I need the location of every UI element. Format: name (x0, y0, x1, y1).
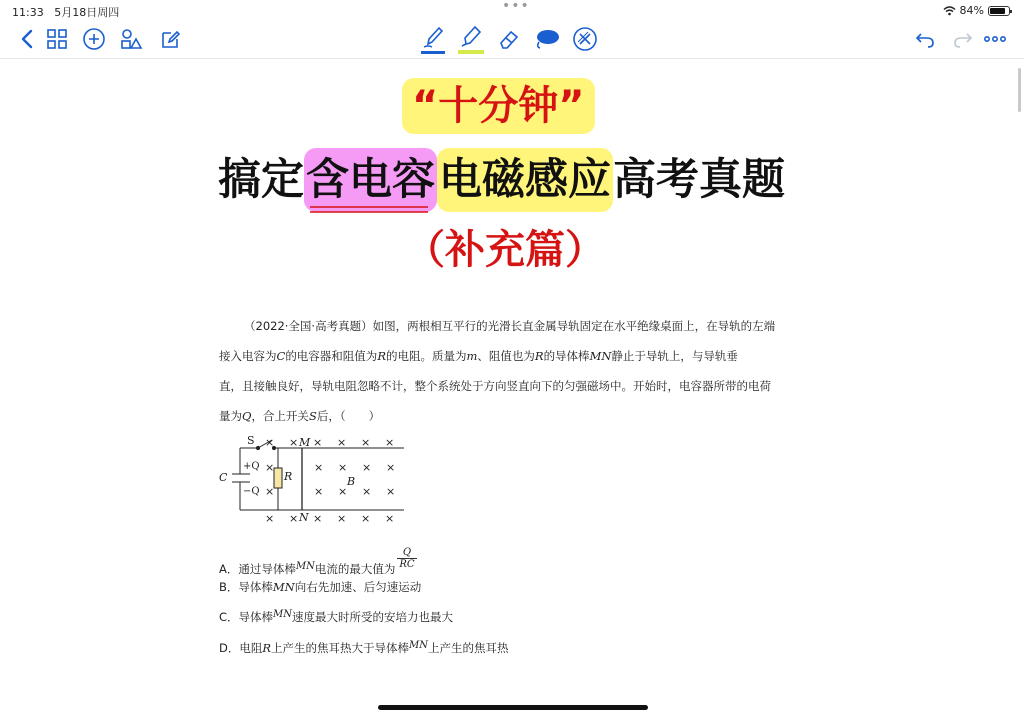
circuit-diagram (218, 434, 408, 526)
question-line-4: 量为Q，合上开关S后，（ ） (219, 409, 381, 423)
label-M: M (299, 436, 311, 449)
pen-icon[interactable] (418, 22, 448, 56)
field-cross-mark: × (265, 512, 275, 525)
question-line-1: （2022·全国·高考真题）如图，两根相互平行的光滑长直金属导轨固定在水平绝缘桌面上，在导轨的左端 (244, 319, 776, 333)
option-B[interactable]: B．导体棒MN向右先加速、后匀速运动 (219, 580, 422, 594)
title-part-2-highlighted: 含电容 (304, 148, 437, 212)
eraser-icon[interactable] (494, 22, 524, 56)
field-cross-mark: × (265, 485, 275, 498)
field-cross-mark: × (313, 436, 323, 449)
battery-percent: 84% (959, 4, 984, 17)
field-cross-mark: × (337, 436, 347, 449)
field-cross-mark: × (386, 461, 396, 474)
home-indicator[interactable] (378, 705, 648, 710)
field-cross-mark: × (338, 461, 348, 474)
toolbar (0, 22, 1024, 58)
scroll-indicator[interactable] (1018, 68, 1021, 112)
status-right (943, 4, 1010, 17)
field-cross-mark: × (314, 485, 324, 498)
field-cross-mark: × (265, 461, 275, 474)
wifi-icon (943, 6, 956, 16)
field-cross-mark: × (361, 436, 371, 449)
field-cross-mark: × (362, 485, 372, 498)
edit-icon[interactable] (155, 22, 185, 56)
option-D[interactable]: D．电阻R上产生的焦耳热大于导体棒MN上产生的焦耳热 (219, 640, 509, 655)
field-cross-mark: × (337, 512, 347, 525)
close-circle-icon[interactable] (570, 22, 600, 56)
title-part-4: 高考真题 (613, 155, 785, 205)
field-cross-mark: × (289, 436, 299, 449)
label-N: N (299, 511, 309, 524)
option-A[interactable]: A．通过导体棒MN电流的最大值为 $\frac{Q}{RC}$ (219, 547, 415, 576)
label-B: B (347, 475, 356, 488)
battery-icon (988, 6, 1010, 16)
field-cross-mark: × (385, 436, 395, 449)
label-C: C (219, 471, 228, 484)
field-cross-mark: × (385, 512, 395, 525)
multitask-dots[interactable]: ••• (502, 0, 530, 14)
field-cross-mark: × (338, 485, 348, 498)
option-C[interactable]: C．导体棒MN速度最大时所受的安培力也最大 (219, 609, 454, 624)
label-switch-S: S (247, 434, 255, 447)
field-cross-mark: × (362, 461, 372, 474)
status-date: 5月18日周四 (54, 6, 120, 19)
status-time: 11:33 5月18日周四 (12, 6, 120, 19)
field-cross-mark: × (289, 512, 299, 525)
question-line-3: 直，且接触良好，导轨电阻忽略不计，整个系统处于方向竖直向下的匀强磁场中。开始时，电容器所带的电荷 (219, 379, 771, 393)
status-bar (0, 0, 1024, 20)
add-circle-icon[interactable] (79, 22, 109, 56)
red-double-underline (310, 205, 428, 215)
field-cross-mark: × (386, 485, 396, 498)
back-chevron-icon[interactable] (12, 22, 42, 56)
more-icon[interactable] (980, 22, 1010, 56)
label-plus-Q: +Q (243, 461, 260, 472)
label-R: R (284, 470, 293, 483)
field-cross-mark: × (361, 512, 371, 525)
field-cross-mark: × (313, 512, 323, 525)
highlighter-icon[interactable] (456, 22, 486, 56)
label-minus-Q: −Q (243, 486, 260, 497)
grid-icon[interactable] (42, 22, 72, 56)
title-line-1: “十分钟” (402, 78, 595, 134)
title-part-1: 搞定 (218, 155, 304, 205)
question-line-2: 接入电容为C的电容器和阻值为R的电阻。质量为m、阻值也为R的导体棒MN静止于导轨上，与导轨垂 (219, 349, 738, 363)
title-line-2 (218, 148, 785, 212)
field-cross-mark: × (265, 436, 275, 449)
redo-icon[interactable] (948, 22, 978, 56)
fraction-Q-over-RC: $\frac{Q}{RC}$ (399, 547, 415, 570)
undo-icon[interactable] (910, 22, 940, 56)
lasso-icon[interactable] (532, 22, 562, 56)
title-part-3-highlighted: 电磁感应 (437, 148, 613, 212)
title-line-3: （补充篇） (405, 227, 605, 273)
shapes-icon[interactable] (116, 22, 146, 56)
field-cross-mark: × (314, 461, 324, 474)
